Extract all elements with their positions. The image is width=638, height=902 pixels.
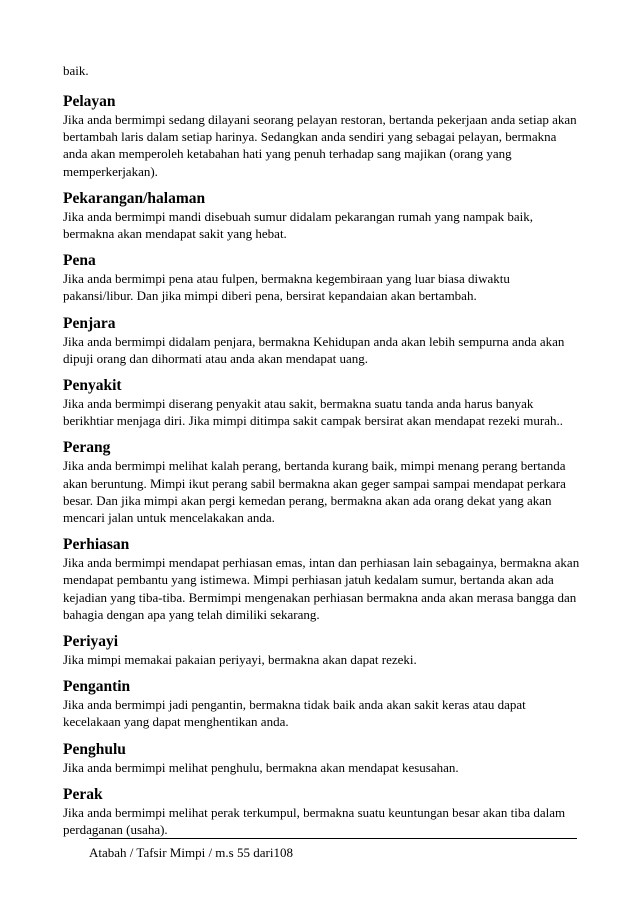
entry-penghulu [63,740,583,776]
entry-title: Perang [63,439,111,457]
entry-periyayi [63,632,583,668]
entry-body: Jika anda bermimpi melihat penghulu, bermakna akan mendapat kesusahan. [63,759,459,775]
entry-title: Perak [63,785,103,803]
entry-body: Jika anda bermimpi melihat perak terkumpul, bermakna suatu keuntungan besar akan tiba dalam perdaganan (usaha). [63,804,566,838]
entry-perhiasan [63,535,583,623]
entry-pelayan [63,92,583,180]
entry-title: Periyayi [63,633,119,651]
entry-pena [63,251,583,304]
continued-text: baik. [63,63,89,78]
entry-title: Pena [63,252,96,270]
footer-text: Atabah / Tafsir Mimpi / m.s 55 dari108 [89,845,293,860]
entry-body: Jika anda bermimpi melihat kalah perang, bertanda kurang baik, mimpi menang perang bertanda akan beruntung. Mimpi ikut perang sabil bermakna akan geger sampai sampai mendapat perkara besar. Dan jika mimpi akan pergi kemedan perang, bermakna akan ada orang dekat yang akan mencari jalan untuk mencelakakan anda. [63,458,566,526]
entry-body: Jika anda bermimpi mandi disebuah sumur didalam pekarangan rumah yang nampak baik, bermakna akan mendapat sakit yang hebat. [63,208,534,242]
entry-penyakit [63,376,583,429]
entry-body: Jika anda bermimpi mendapat perhiasan emas, intan dan perhiasan lain sebagainya, bermakna akan mendapat pembantu yang istimewa. Mimpi perhiasan jatuh kedalam sumur, bertanda akan ada kejadian yang tiba-tiba. Bermimpi mengenakan perhiasan bermakna anda akan merasa bangga dan bahagia dengan apa yang telah dimiliki sekarang. [63,555,580,622]
entry-title: Pelayan [63,93,116,110]
entry-body: Jika mimpi memakai pakaian periyayi, bermakna akan dapat rezeki. [63,652,417,668]
entry-title: Penyakit [63,377,122,395]
entry-title: Penghulu [63,740,126,758]
entry-pengantin [63,677,583,730]
entry-title: Pengantin [63,678,131,696]
entry-title: Perhiasan [63,536,130,554]
entry-body: Jika anda bermimpi sedang dilayani seorang pelayan restoran, bertanda pekerjaan anda setiap akan bertambah laris dalam setiap harinya. Sedangkan anda sendiri yang sebagai pelayan, bermakna anda akan memperoleh ketabahan hati yang penuh terhadap sang majikan (orang yang memperkerjakan). [63,112,577,179]
entry-body: Jika anda bermimpi didalam penjara, bermakna Kehidupan anda akan lebih sempurna anda akan dipuji orang dan dihormati atau anda akan mendapat uang. [63,333,565,366]
entry-perak [63,785,583,838]
entry-title: Pekarangan/halaman [63,189,206,207]
entry-pekarangan [63,189,583,242]
footer-divider [89,838,577,839]
entry-title: Penjara [63,314,116,332]
entry-body: Jika anda bermimpi diserang penyakit atau sakit, bermakna suatu tanda anda harus banyak berikhtiar menjaga diri. Jika mimpi ditimpa sakit campak bersirat akan mendapat rezeki murah.. [63,396,563,429]
page-footer [89,838,577,861]
entry-body: Jika anda bermimpi jadi pengantin, bermakna tidak baik anda akan sakit keras atau dapat kecelakaan yang dapat menghentikan anda. [63,697,526,730]
document-page [63,62,583,847]
entry-body: Jika anda bermimpi pena atau fulpen, bermakna kegembiraan yang luar biasa diwaktu pakansi/libur. Dan jika mimpi diberi pena, bersirat kepandaian akan bertambah. [63,271,510,304]
entry-perang [63,438,583,526]
entry-penjara [63,314,583,367]
